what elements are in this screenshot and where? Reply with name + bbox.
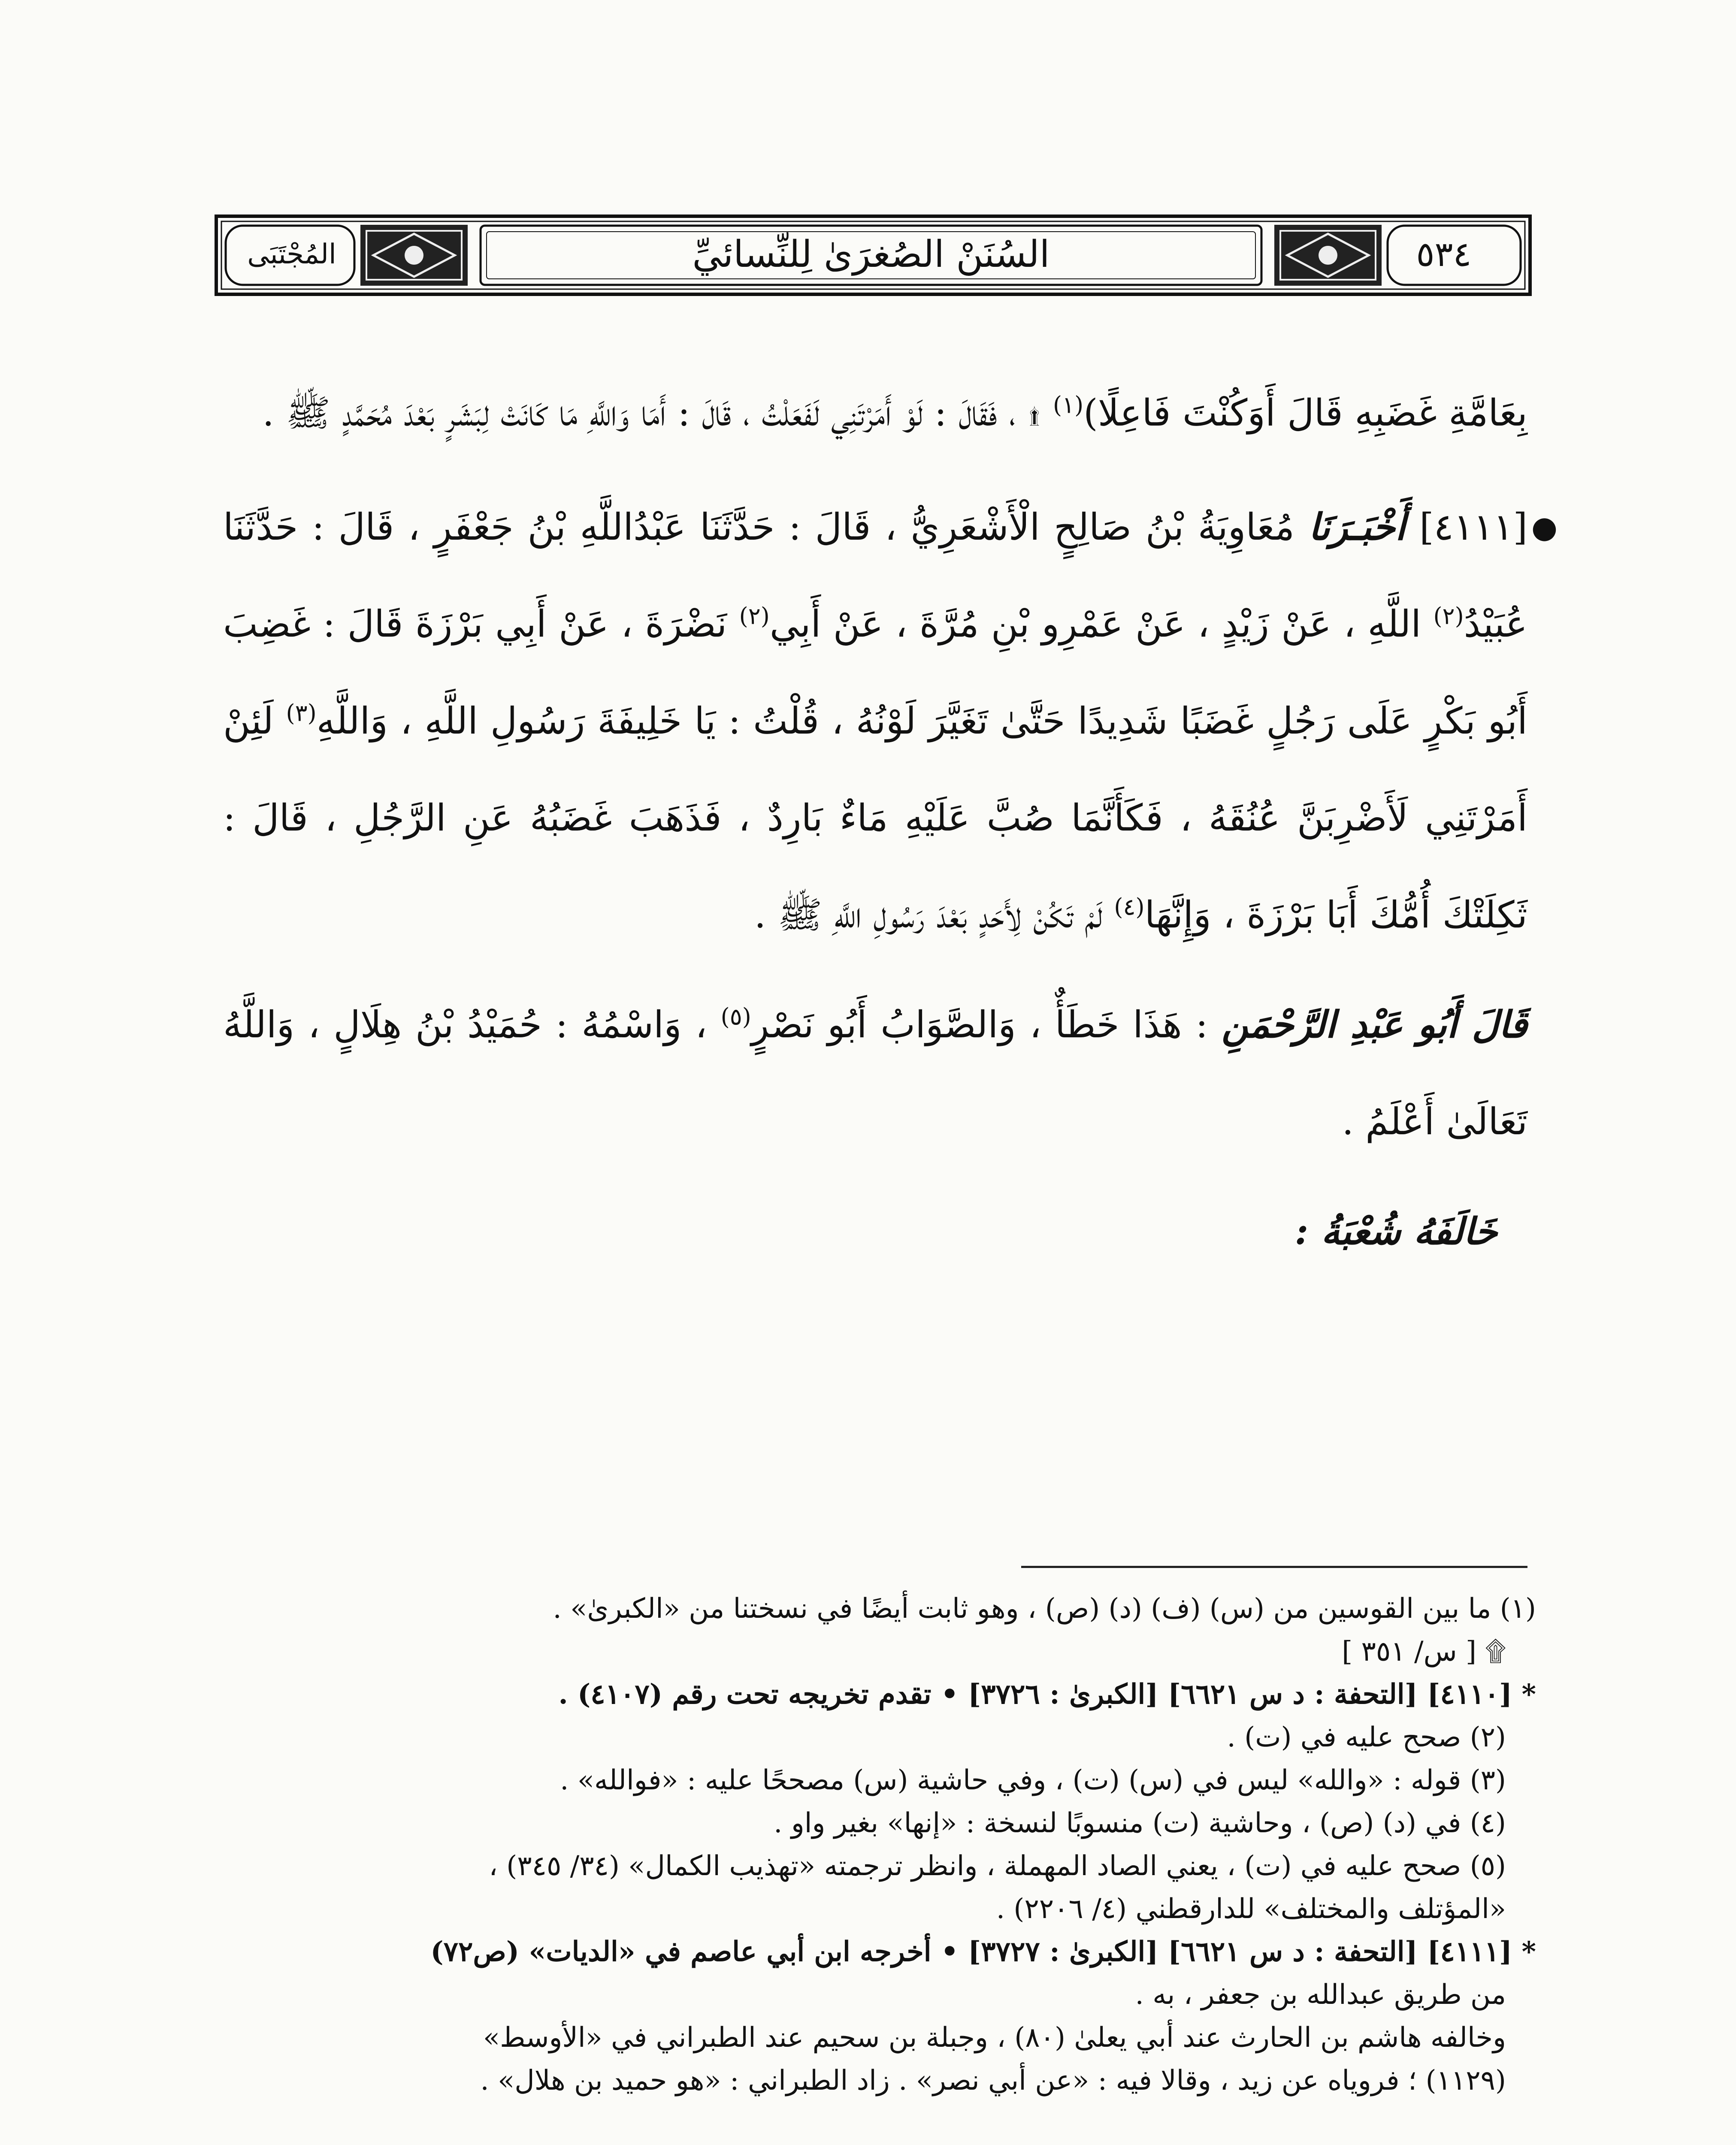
main-text [223, 365, 1558, 1293]
text-line: قَالَ : حَدَّثَنَا عُبَيْدُ [223, 506, 1527, 646]
footnote-ref: (٣) [286, 699, 317, 727]
footnote-separator [1021, 1566, 1527, 1568]
bullet-icon: ● [1531, 510, 1558, 545]
text-line: نَضْرَةَ ، عَنْ [559, 603, 727, 646]
akhbarana-label: أَخْبَـرَنَا [1308, 505, 1406, 549]
footnote-line: (٣) قوله : «والله» ليس في (س) (ت) ، وفي حاشية (س) مصححًا عليه : «فوالله» . [560, 1764, 1506, 1796]
text-line: خَالَفَهُ شُعْبَةُ : [1294, 1210, 1497, 1253]
text-line: : هَذَا خَطَأٌ ، وَالصَّوَابُ أَبُو نَصْرٍ [751, 1003, 1208, 1046]
text-line: لَئِنْ أَمَرْتَنِي لَأَضْرِبَنَّ عُنُقَهُ ، فَكَأَنَّمَا صُبَّ عَلَيْهِ مَاءٌ [223, 700, 1527, 840]
hadith-number: [٤١١١] [1419, 506, 1527, 549]
khalafahu-line [223, 1183, 1527, 1280]
text-line: مُعَاوِيَةُ بْنُ صَالِحٍ الْأَشْعَرِيُّ ، قَالَ : حَدَّثَنَا عَبْدُاللَّهِ بْنُ جَعْفَرٍ ، [408, 506, 1295, 549]
page-header [215, 214, 1532, 296]
footnote-ref: (١) [1053, 391, 1084, 419]
author-comment [223, 976, 1527, 1170]
running-title: السُنَنْ الصُغرَىٰ لِلنِّسائيِّ [692, 233, 1050, 276]
text-line: بِعَامَّةِ غَضَبِهِ قَالَ أَوَكُنْتَ فَاعِلًا) [1083, 392, 1527, 435]
text-line: يَا خَلِيفَةَ رَسُولِ اللَّهِ ، وَاللَّهِ [316, 700, 716, 743]
book-emblem: المُجْتَبَى [247, 239, 336, 270]
text-line: لِأَحَدٍ بَعْدَ رَسُولِ اللَّهِ ﷺ . [754, 894, 1022, 937]
qala-abu-abdirrahman: قَالَ أَبُو عَبْدِ الرَّحْمَنِ [1221, 1003, 1528, 1046]
text-line: وَاللَّهِ مَا كَانَتْ لِبَشَرٍ بَعْدَ مُحَمَّدٍ ﷺ . [262, 392, 629, 435]
footnote-line: (١١٢٩) ؛ فروياه عن زيد ، وقالا فيه : «عن أبي نصر» . زاد الطبراني : «هو حميد بن هلال» . [480, 2065, 1506, 2097]
footnote-line: * [٤١١١] [التحفة : د س ٦٦٢١] [الكبرىٰ : ٣٧٢٧] • أخرجه ابن أبي عاصم في «الديات» (ص٧٢) [430, 1936, 1536, 1968]
text-line: اللَّهِ ، عَنْ زَيْدٍ ، عَنْ عَمْرِو بْنِ مُرَّةَ ، عَنْ أَبِي [769, 603, 1421, 646]
text-line: ، وَاسْمُهُ : حُمَيْدُ بْنُ هِلَالٍ ، [308, 1003, 707, 1046]
text-line: لَمْ تَكُنْ [1033, 894, 1103, 937]
footnote-line: «المؤتلف والمختلف» للدارقطني (٤/ ٢٢٠٦) . [996, 1893, 1506, 1925]
page-number: ٥٣٤ [1416, 234, 1472, 274]
footnote-ref: (٥) [720, 1003, 751, 1030]
footnote-ref: (٢) [1433, 602, 1464, 630]
text-line: ، فَقَالَ : لَوْ أَمَرْتَنِي لَفَعَلْتُ ، قَالَ : أَمَا [641, 392, 1016, 435]
footnotes [223, 1587, 1536, 2102]
hadith-4111 [223, 479, 1558, 964]
text-line: أَبِي بَرْزَةَ قَالَ : غَضِبَ أَبُو بَكْرٍ عَلَى رَجُلٍ غَضَبًا شَدِيدًا حَتَّىٰ تَغَيَّرَ لَوْنُهُ ، قُلْتُ : [223, 603, 1528, 743]
footnote-line: * [٤١١٠] [التحفة : د س ٦٦٢١] [الكبرىٰ : ٣٧٢٦] • تقدم تخريجه تحت رقم (٤١٠٧) . [558, 1678, 1536, 1710]
footnote-ref: (٤) [1114, 893, 1145, 921]
text-line: بَارِدٌ ، فَذَهَبَ غَضَبُهُ عَنِ الرَّجُلِ ، قَالَ : ثَكِلَتْكَ أُمُّكَ أَبَا بَرْزَةَ ، وَإِنَّهَا [223, 797, 1527, 937]
footnote-ref: (٢) [739, 602, 770, 630]
footnote-line: من طريق عبدالله بن جعفر ، به . [1135, 1979, 1506, 2011]
footnote-line: (٢) صحح عليه في (ت) . [1227, 1722, 1506, 1753]
footnote-line: ۩ [ س/ ٣٥١ ] [1342, 1636, 1506, 1668]
text-line: وَاللَّهُ تَعَالَىٰ أَعْلَمُ . [223, 1003, 1527, 1143]
footnote-line: (١) ما بين القوسين من (س) (ف) (د) (ص) ، وهو ثابت أيضًا في نسختنا من «الكبرىٰ» . [553, 1593, 1536, 1625]
folio-mark-icon: ۩ [1028, 392, 1041, 435]
footnote-line: (٥) صحح عليه في (ت) ، يعني الصاد المهملة ، وانظر ترجمته «تهذيب الكمال» (٣٤/ ٣٤٥) ، [489, 1850, 1506, 1882]
footnote-line: (٤) في (د) (ص) ، وحاشية (ت) منسوبًا لنسخة : «إنها» بغير واو . [774, 1807, 1506, 1839]
hadith-continuation [223, 365, 1527, 462]
footnote-line: وخالفه هاشم بن الحارث عند أبي يعلىٰ (٨٠) ، وجبلة بن سحيم عند الطبراني في «الأوسط» [483, 2022, 1506, 2054]
